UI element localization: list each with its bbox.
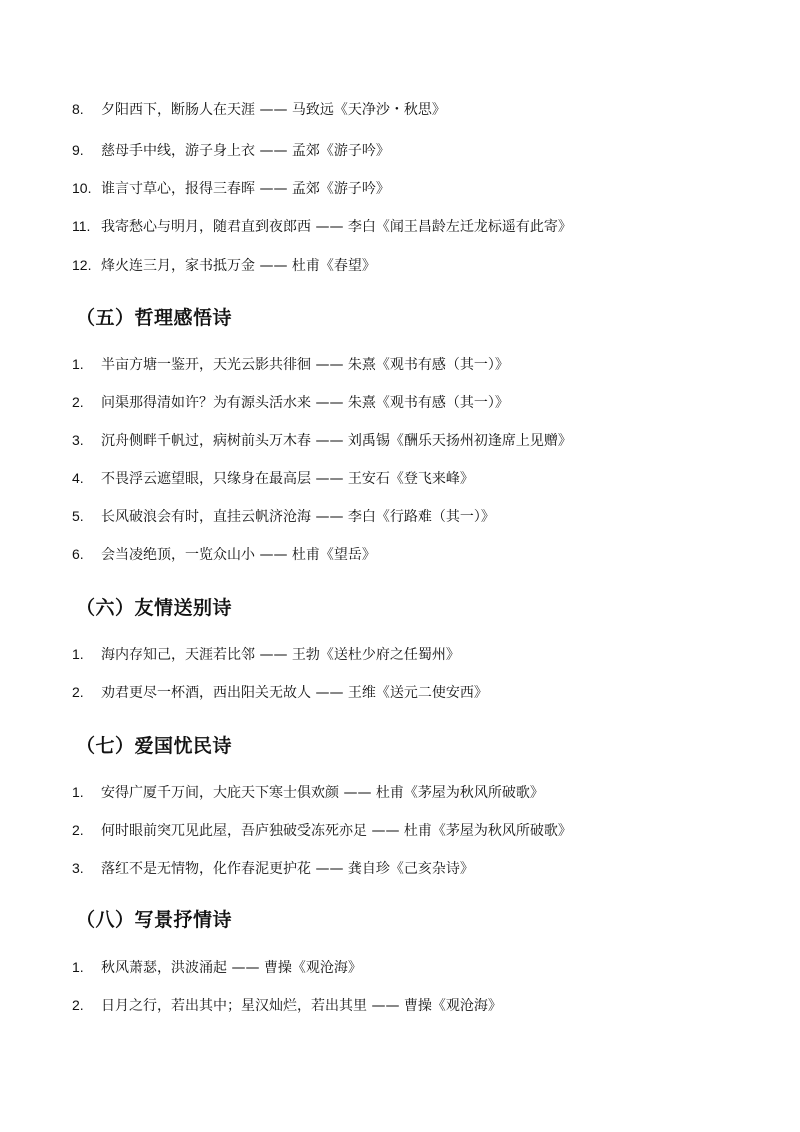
- item-number: 11.: [72, 218, 91, 234]
- item-number: 3.: [72, 860, 84, 876]
- list-item: [72, 390, 760, 414]
- item-text: 夕阳西下，断肠人在天涯 —— 马致远《天净沙・秋思》: [101, 102, 446, 118]
- list-item: [72, 176, 760, 200]
- item-text: 日月之行，若出其中；星汉灿烂，若出其里 —— 曹操《观沧海》: [101, 998, 502, 1014]
- item-text: 海内存知己，天涯若比邻 —— 王勃《送杜少府之任蜀州》: [101, 647, 460, 663]
- item-number: 2.: [72, 997, 84, 1013]
- item-number: 4.: [72, 470, 84, 486]
- list-item: [72, 466, 760, 490]
- list-item: [72, 680, 760, 704]
- item-number: 1.: [72, 646, 84, 662]
- list-item: [72, 780, 760, 804]
- list-item: [72, 97, 760, 121]
- list-item: [72, 253, 760, 277]
- item-number: 2.: [72, 394, 84, 410]
- item-text: 劝君更尽一杯酒，西出阳关无故人 —— 王维《送元二使安西》: [101, 685, 488, 701]
- item-text: 安得广厦千万间，大庇天下寒士俱欢颜 —— 杜甫《茅屋为秋风所破歌》: [101, 785, 544, 801]
- section-heading-philosophy: （五）哲理感悟诗: [76, 307, 233, 329]
- item-text: 半亩方塘一鉴开，天光云影共徘徊 —— 朱熹《观书有感（其一）》: [101, 357, 509, 373]
- list-item: [72, 542, 760, 566]
- item-text: 长风破浪会有时，直挂云帆济沧海 —— 李白《行路难（其一）》: [101, 509, 495, 525]
- section-heading-patriotism: （七）爱国忧民诗: [76, 735, 233, 757]
- item-number: 12.: [72, 257, 92, 273]
- item-number: 6.: [72, 546, 84, 562]
- item-number: 1.: [72, 784, 84, 800]
- item-text: 我寄愁心与明月，随君直到夜郎西 —— 李白《闻王昌龄左迁龙标遥有此寄》: [101, 219, 572, 235]
- list-item: [72, 428, 760, 452]
- list-item: [72, 856, 760, 880]
- list-item: [72, 352, 760, 376]
- item-text: 落红不是无情物，化作春泥更护花 —— 龚自珍《己亥杂诗》: [101, 861, 474, 877]
- item-text: 何时眼前突兀见此屋，吾庐独破受冻死亦足 —— 杜甫《茅屋为秋风所破歌》: [101, 823, 572, 839]
- item-number: 2.: [72, 684, 84, 700]
- list-item: [72, 214, 760, 238]
- item-number: 8.: [72, 101, 84, 117]
- list-item: [72, 504, 760, 528]
- section-heading-friendship: （六）友情送别诗: [76, 597, 233, 619]
- item-number: 9.: [72, 142, 84, 158]
- item-text: 问渠那得清如许？为有源头活水来 —— 朱熹《观书有感（其一）》: [101, 395, 509, 411]
- item-text: 烽火连三月，家书抵万金 —— 杜甫《春望》: [101, 258, 376, 274]
- item-number: 10.: [72, 180, 92, 196]
- list-item: [72, 642, 760, 666]
- item-number: 1.: [72, 959, 84, 975]
- item-text: 会当凌绝顶，一览众山小 —— 杜甫《望岳》: [101, 547, 376, 563]
- item-text: 谁言寸草心，报得三春晖 —— 孟郊《游子吟》: [101, 181, 390, 197]
- section-heading-scenery: （八）写景抒情诗: [76, 909, 233, 931]
- list-item: [72, 993, 760, 1017]
- item-number: 5.: [72, 508, 84, 524]
- list-item: [72, 955, 760, 979]
- item-number: 2.: [72, 822, 84, 838]
- item-text: 秋风萧瑟，洪波涌起 —— 曹操《观沧海》: [101, 960, 362, 976]
- item-number: 3.: [72, 432, 84, 448]
- item-number: 1.: [72, 356, 84, 372]
- item-text: 不畏浮云遮望眼，只缘身在最高层 —— 王安石《登飞来峰》: [101, 471, 474, 487]
- item-text: 沉舟侧畔千帆过，病树前头万木春 —— 刘禹锡《酬乐天扬州初逢席上见赠》: [101, 433, 572, 449]
- list-item: [72, 818, 760, 842]
- item-text: 慈母手中线，游子身上衣 —— 孟郊《游子吟》: [101, 143, 390, 159]
- list-item: [72, 138, 760, 162]
